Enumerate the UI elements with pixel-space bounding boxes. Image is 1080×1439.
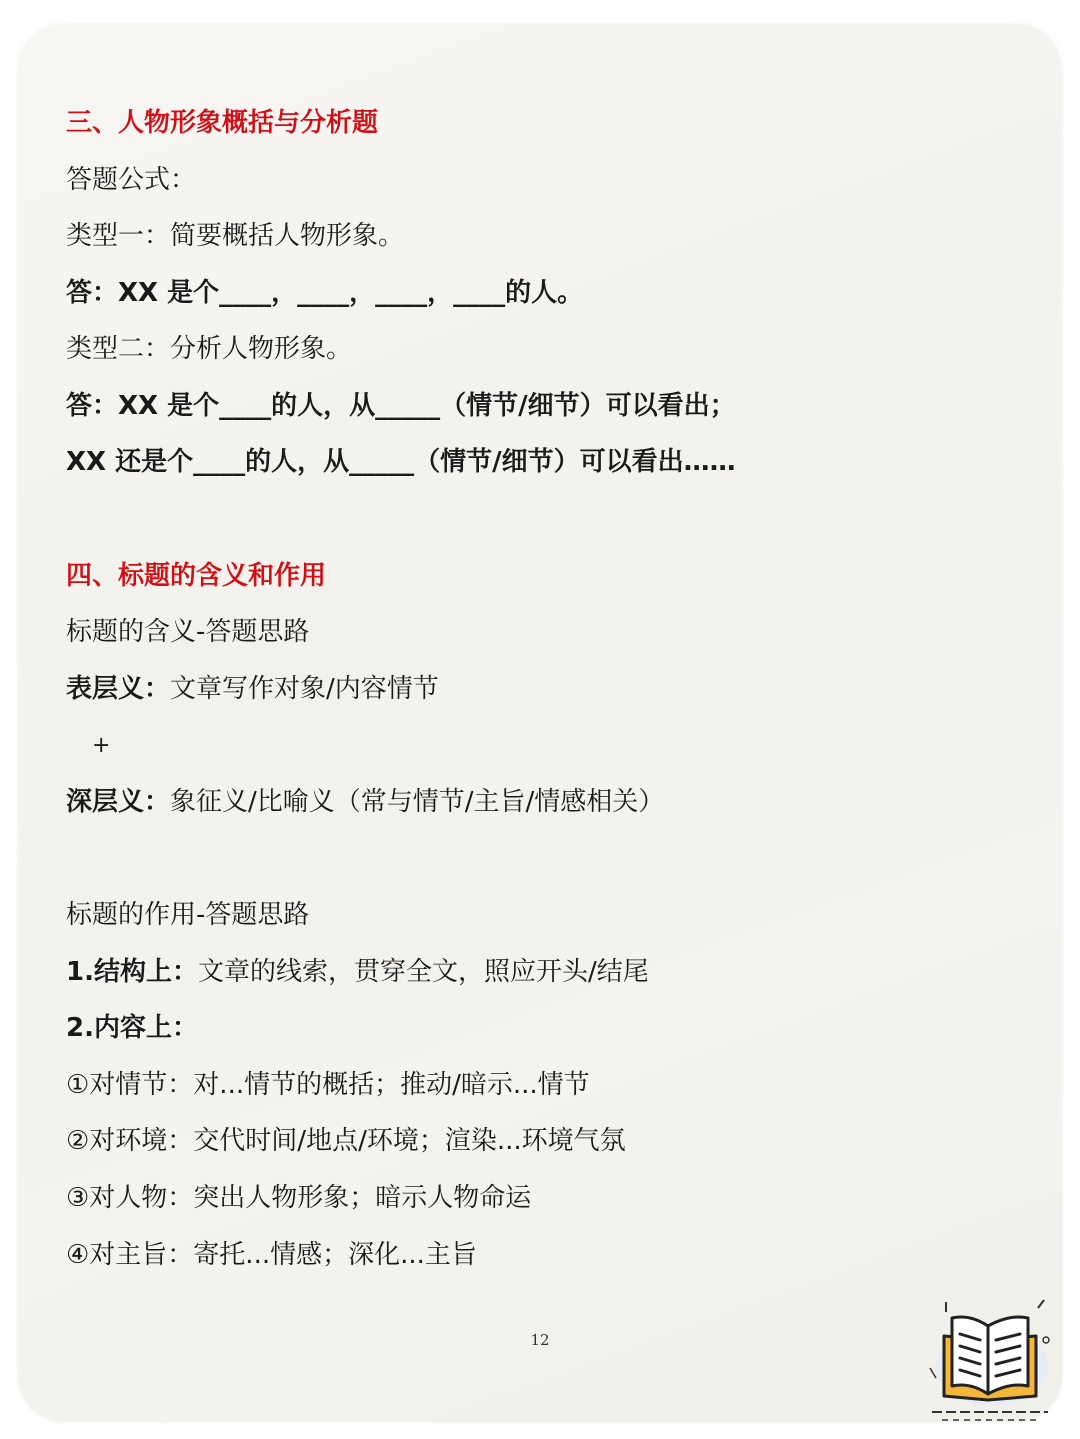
deep-label: 深层义： bbox=[66, 787, 171, 817]
structure-text: 文章的线索，贯穿全文，照应开头/结尾 bbox=[197, 957, 649, 987]
structure-label: 1.结构上： bbox=[66, 957, 198, 987]
list-item: ①对情节：对...情节的概括；推动/暗示...情节 bbox=[66, 1070, 590, 1100]
surface-meaning bbox=[66, 673, 439, 705]
type2-label: 类型二：分析人物形象。 bbox=[66, 334, 353, 364]
type1-answer: 答：XX 是个____，____，____，____的人。 bbox=[66, 278, 584, 308]
plus-sign: + bbox=[92, 733, 111, 758]
meaning-heading: 标题的含义-答题思路 bbox=[66, 617, 310, 647]
open-book-icon bbox=[922, 1296, 1058, 1424]
type1-label: 类型一：简要概括人物形象。 bbox=[66, 221, 405, 251]
structure-function bbox=[66, 956, 649, 988]
surface-text: 文章写作对象/内容情节 bbox=[170, 674, 439, 704]
deep-text: 象征义/比喻义（常与情节/主旨/情感相关） bbox=[170, 787, 665, 817]
page-number: 12 bbox=[530, 1331, 550, 1349]
list-item: ④对主旨：寄托...情感；深化...主旨 bbox=[66, 1240, 477, 1270]
deep-meaning bbox=[66, 786, 664, 818]
section-3-title: 三、人物形象概括与分析题 bbox=[66, 108, 379, 138]
section-4-title: 四、标题的含义和作用 bbox=[66, 561, 327, 591]
content-label: 2.内容上： bbox=[66, 1013, 198, 1043]
type2-answer-line-2: XX 还是个____的人，从_____（情节/细节）可以看出…… bbox=[66, 447, 736, 477]
formula-label: 答题公式： bbox=[66, 165, 197, 195]
list-item: ③对人物：突出人物形象；暗示人物命运 bbox=[66, 1183, 532, 1213]
list-item: ②对环境：交代时间/地点/环境；渲染...环境气氛 bbox=[66, 1126, 626, 1156]
type2-answer-line-1: 答：XX 是个____的人，从_____（情节/细节）可以看出； bbox=[66, 391, 736, 421]
surface-label: 表层义： bbox=[66, 674, 171, 704]
function-heading: 标题的作用-答题思路 bbox=[66, 900, 310, 930]
